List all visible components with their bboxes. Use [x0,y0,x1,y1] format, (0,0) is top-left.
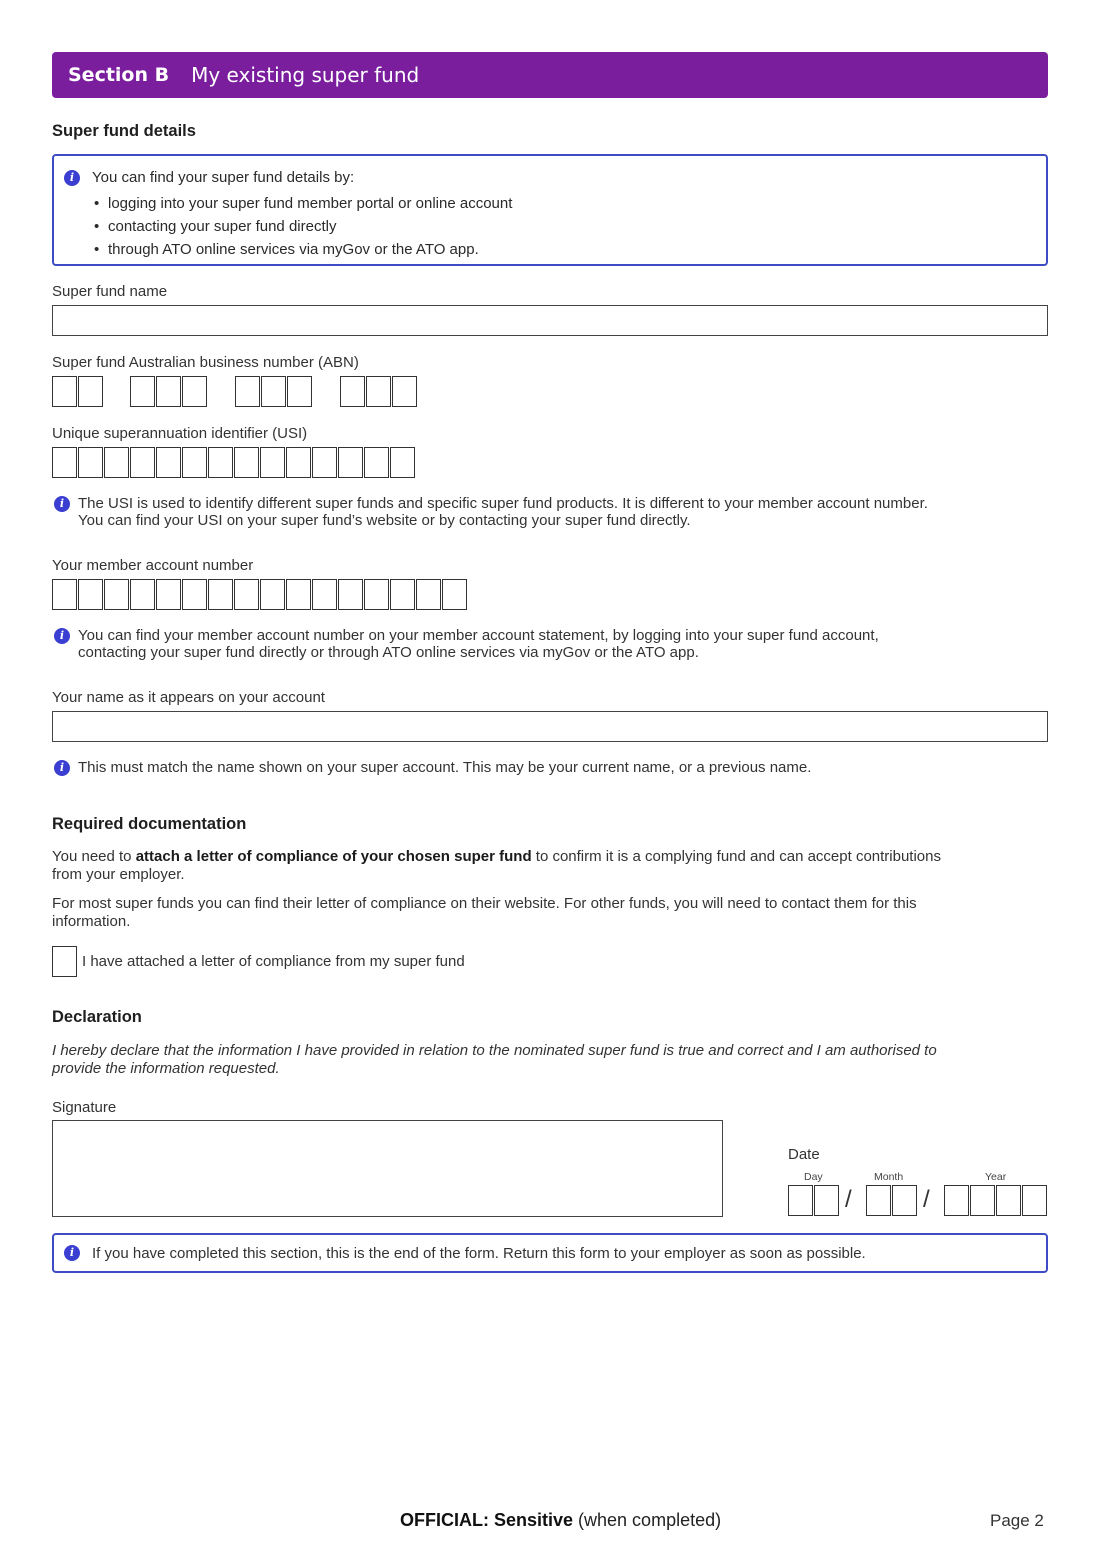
info-icon: i [64,1245,80,1261]
usi-char-box[interactable] [156,447,181,478]
member-number-box[interactable] [416,579,441,610]
usi-char-box[interactable] [104,447,129,478]
date-year-box[interactable] [996,1185,1021,1216]
member-number-label: Your member account number [52,557,254,574]
info-list [92,192,512,261]
account-name-note [54,759,811,776]
info-icon: i [54,496,70,512]
info-icon: i [54,628,70,644]
member-number-note [54,627,879,661]
doc-para1-prefix: You need to [52,848,136,865]
signature-field[interactable] [52,1120,723,1217]
compliance-checkbox[interactable] [52,946,77,977]
member-note-line: You can find your member account number on your member account statement, by logging into your super fund account, [78,627,879,644]
abn-digit-box[interactable] [130,376,155,407]
usi-char-box[interactable] [208,447,233,478]
abn-digit-box[interactable] [392,376,417,407]
signature-label: Signature [52,1099,117,1116]
abn-digit-box[interactable] [156,376,181,407]
section-code: Section B [68,64,170,86]
abn-digit-box[interactable] [261,376,286,407]
date-separator: / [923,1186,930,1213]
abn-digit-box[interactable] [182,376,207,407]
doc-para1-bold: attach a letter of compliance of your chosen super fund [135,848,532,865]
section-title: My existing super fund [191,63,420,87]
abn-digit-box[interactable] [235,376,260,407]
fund-name-label: Super fund name [52,283,168,300]
declaration-line: provide the information requested. [52,1060,280,1077]
date-day-box[interactable] [788,1185,813,1216]
section-banner [52,52,1048,98]
member-number-box[interactable] [338,579,363,610]
doc-para1-suffix: to confirm it is a complying fund and can accept contributions [531,848,941,865]
info-icon: i [54,760,70,776]
info-list-item: • through ATO online services via myGov or the ATO app. [92,238,512,261]
doc-para2-line2: information. [52,913,131,930]
abn-boxes [52,376,418,407]
usi-boxes [52,447,416,478]
abn-digit-box[interactable] [52,376,77,407]
date-day-boxes [788,1185,840,1216]
usi-char-box[interactable] [130,447,155,478]
member-number-box[interactable] [286,579,311,610]
account-name-field[interactable] [52,711,1048,742]
usi-char-box[interactable] [78,447,103,478]
documentation-para-2 [52,895,1048,931]
date-label: Date [788,1146,820,1163]
abn-digit-box[interactable] [340,376,365,407]
usi-char-box[interactable] [312,447,337,478]
member-number-box[interactable] [104,579,129,610]
usi-char-box[interactable] [286,447,311,478]
usi-char-box[interactable] [182,447,207,478]
member-number-box[interactable] [364,579,389,610]
footer-classification [400,1510,721,1531]
usi-char-box[interactable] [52,447,77,478]
account-name-note-text: This must match the name shown on your super account. This may be your current name, or a previous name. [78,759,812,776]
account-name-label: Your name as it appears on your account [52,689,325,706]
member-number-boxes [52,579,468,610]
date-month-box[interactable] [866,1185,891,1216]
fund-details-info-box [52,154,1048,266]
page-number: Page 2 [990,1511,1044,1530]
usi-char-box[interactable] [390,447,415,478]
doc-para2-line1: For most super funds you can find their letter of compliance on their website. For other funds, you will need to contact them for this [52,895,917,912]
date-year-box[interactable] [944,1185,969,1216]
fund-name-field[interactable] [52,305,1048,336]
abn-digit-box[interactable] [366,376,391,407]
date-month-box[interactable] [892,1185,917,1216]
date-year-box[interactable] [970,1185,995,1216]
member-number-box[interactable] [78,579,103,610]
end-note-text: If you have completed this section, this is the end of the form. Return this form to your employer as soon as possible. [92,1244,866,1262]
member-number-box[interactable] [208,579,233,610]
member-number-box[interactable] [52,579,77,610]
documentation-heading: Required documentation [52,815,247,833]
usi-char-box[interactable] [234,447,259,478]
member-number-box[interactable] [390,579,415,610]
classification-bold: OFFICIAL: Sensitive [400,1510,574,1530]
classification-rest: (when completed) [573,1510,722,1530]
year-label: Year [985,1171,1007,1183]
date-year-box[interactable] [1022,1185,1047,1216]
date-year-boxes [944,1185,1048,1216]
member-number-box[interactable] [312,579,337,610]
usi-char-box[interactable] [338,447,363,478]
usi-note-line: You can find your USI on your super fund’s website or by contacting your super fund directly. [78,512,691,529]
member-number-box[interactable] [156,579,181,610]
info-list-item: • contacting your super fund directly [92,215,512,238]
member-number-box[interactable] [234,579,259,610]
documentation-para-1 [52,848,1048,884]
member-number-box[interactable] [182,579,207,610]
member-note-line: contacting your super fund directly or through ATO online services via myGov or the ATO app. [78,644,699,661]
member-number-box[interactable] [442,579,467,610]
usi-char-box[interactable] [260,447,285,478]
usi-label: Unique superannuation identifier (USI) [52,425,308,442]
abn-digit-box[interactable] [287,376,312,407]
date-day-box[interactable] [814,1185,839,1216]
compliance-checkbox-label: I have attached a letter of compliance from my super fund [82,953,465,970]
date-month-boxes [866,1185,918,1216]
end-note-box [52,1233,1048,1273]
fund-details-heading: Super fund details [52,122,196,140]
month-label: Month [874,1171,904,1183]
declaration-line: I hereby declare that the information I have provided in relation to the nominated super fund is true and correct and I am authorised to [52,1042,937,1059]
declaration-heading: Declaration [52,1008,142,1026]
info-intro: You can find your super fund details by: [92,169,355,186]
usi-note-line: The USI is used to identify different super funds and specific super fund products. It is different to your member account number. [78,495,928,512]
declaration-text [52,1042,1048,1078]
day-label: Day [804,1171,823,1183]
abn-label: Super fund Australian business number (ABN) [52,354,359,371]
info-icon: i [64,170,80,186]
member-number-box[interactable] [260,579,285,610]
usi-char-box[interactable] [364,447,389,478]
member-number-box[interactable] [130,579,155,610]
usi-note [54,495,928,529]
date-separator: / [845,1186,852,1213]
doc-para1-line2: from your employer. [52,866,185,883]
compliance-checkbox-row [52,946,465,977]
abn-digit-box[interactable] [78,376,103,407]
info-list-item: • logging into your super fund member portal or online account [92,192,512,215]
